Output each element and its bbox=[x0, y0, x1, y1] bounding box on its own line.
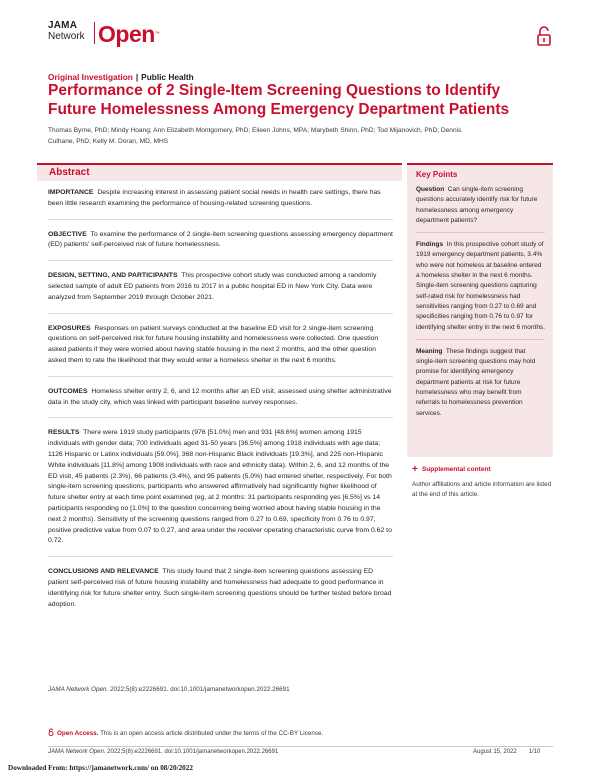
key-point-meaning bbox=[416, 347, 545, 425]
section-label: EXPOSURES bbox=[48, 324, 91, 332]
author-affiliations-note: Author affiliations and article information are listed at the end of this article. bbox=[412, 481, 552, 498]
open-access-icon bbox=[48, 728, 54, 736]
citation-line bbox=[48, 686, 290, 693]
abstract-heading-bar bbox=[37, 163, 402, 181]
logo-open-word: Open bbox=[98, 21, 155, 47]
citation-journal: JAMA Network Open. bbox=[48, 686, 109, 693]
abstract-exposures bbox=[48, 324, 393, 377]
abstract-design bbox=[48, 271, 393, 313]
key-point-text: These findings suggest that single-item screening questions may hold promise for identifying emergency department patients at risk for future homelessness who may benefit from referrals to homelessness prevention services. bbox=[416, 347, 536, 417]
section-text: To examine the performance of 2 single-item screening questions assessing emergency department (ED) patients' self-perceived risk of future homelessness. bbox=[48, 230, 393, 249]
key-point-text: In this prospective cohort study of 1919 emergency department patients, 3.4% who were not homeless at baseline entered a homeless shelter in the next 6 months. Single-item screening questions capturing self-rated risk for homelessness had sensitivities ranging from 0.27 to 0.69 and specificities ranging from 0.76 to 0.97 for identifying shelter entry in the next 6 months. bbox=[416, 241, 545, 331]
abstract-heading: Abstract bbox=[49, 167, 90, 178]
download-stamp: Downloaded From: https://jamanetwork.com/ on 08/20/2022 bbox=[8, 764, 193, 772]
logo-open-text bbox=[98, 22, 159, 46]
author-list: Thomas Byrne, PhD; Mindy Hoang; Ann Elizabeth Montgomery, PhD; Eileen Johns, MPA; Marybeth Shinn, PhD; Tod Mijanovich, PhD; Dennis Culhane, PhD; Kelly M. Doran, MD, MHS bbox=[48, 127, 462, 145]
logo-trademark: ™ bbox=[154, 31, 160, 37]
citation-ref[interactable]: 2022;5(8):e2226691. doi:10.1001/jamanetworkopen.2022.26691 bbox=[110, 686, 290, 693]
section-text: Homeless shelter entry 2, 6, and 12 months after an ED visit, assessed using shelter administrative data in the study city, which was linked with participant baseline survey responses. bbox=[48, 387, 392, 406]
section-label: CONCLUSIONS AND RELEVANCE bbox=[48, 568, 159, 576]
open-access-notice bbox=[48, 728, 323, 737]
abstract-objective bbox=[48, 230, 393, 262]
abstract-outcomes bbox=[48, 387, 393, 419]
key-point-label: Meaning bbox=[416, 347, 443, 355]
article-type: Original Investigation bbox=[48, 72, 133, 82]
footer-journal: JAMA Network Open. bbox=[48, 749, 106, 755]
key-points-heading: Key Points bbox=[416, 170, 458, 179]
footer-divider bbox=[48, 746, 553, 747]
section-label: RESULTS bbox=[48, 429, 80, 437]
footer-citation bbox=[48, 749, 278, 755]
section-label: OBJECTIVE bbox=[48, 230, 87, 238]
logo-divider bbox=[94, 22, 95, 44]
section-label: IMPORTANCE bbox=[48, 189, 94, 196]
plus-icon: + bbox=[412, 464, 418, 475]
abstract-conclusions bbox=[48, 567, 393, 619]
logo-network-text: Network bbox=[48, 31, 85, 42]
logo-jama-text: JAMA bbox=[48, 20, 78, 31]
footer-page-number: 1/10 bbox=[528, 749, 541, 755]
supplemental-content-link[interactable] bbox=[412, 464, 491, 475]
key-point-label: Question bbox=[416, 186, 445, 193]
abstract-results bbox=[48, 428, 393, 557]
abstract-importance bbox=[48, 188, 393, 220]
open-lock-icon bbox=[537, 26, 551, 46]
section-text: This study found that 2 single-item screening questions assessing ED patient self-perceived risk of future housing instability and homelessness had adequate to good performance in identifying risk for future shelter entry. Such single-item screening questions should be further tested before broad adoption. bbox=[48, 568, 392, 608]
key-points-body bbox=[416, 185, 545, 432]
key-point-findings bbox=[416, 240, 545, 340]
footer-date: August 15, 2022 bbox=[473, 749, 517, 755]
key-points-box bbox=[407, 163, 553, 457]
key-point-question bbox=[416, 185, 545, 233]
section-text: Responses on patient surveys conducted at the baseline ED visit for 2 single-item screening questions on self-perceived risk for future housing instability and homelessness were collected. One question asked patients if they were worried about having stable housing in the next 2 months, and the other question asked them to rate the likelihood that they would enter a homeless shelter in the next 6 months. bbox=[48, 324, 379, 364]
section-label: OUTCOMES bbox=[48, 387, 88, 395]
key-point-label: Findings bbox=[416, 241, 444, 249]
article-section: Public Health bbox=[141, 72, 194, 82]
supplemental-label: Supplemental content bbox=[421, 466, 491, 473]
abstract-body bbox=[48, 188, 393, 629]
section-label: DESIGN, SETTING, AND PARTICIPANTS bbox=[48, 272, 178, 280]
footer-meta bbox=[473, 749, 540, 755]
section-text: Despite increasing interest in assessing patient social needs in health care settings, there has been little research examining the performance of housing-related screening questions. bbox=[48, 189, 381, 207]
kicker-separator: | bbox=[135, 72, 139, 82]
open-access-text: This is an open access article distributed under the terms of the CC-BY License. bbox=[100, 730, 324, 737]
open-access-label: Open Access. bbox=[57, 730, 99, 737]
section-text: This prospective cohort study was conducted among a randomly selected sample of adult ED patients from 2016 to 2017 in a public hospital ED in New York City. Data were analyzed from September 2019 through October 2021. bbox=[48, 272, 377, 301]
section-text: There were 1919 study participants (976 [51.0%] men and 931 [48.6%] women among 1915 individuals with gender data; 700 individuals aged 31-50 years [36.5%] among 1918 individuals with age data; 1126 Hispanic or Latinx individuals [59.0%], 368 non-Hispanic Black individuals [19.3%], and 225 non-Hispanic White individuals [11.8%] among 1908 individuals with race and ethnicity data). Within 2, 6, and 12 months of the ED visit, 45 patients (2.3%), 66 patients (3.4%), and 95 patients (5.0%) had entered shelter, respectively. For both single-item screening questions, participants who answered affirmatively had significantly higher likelihood of future shelter entry at each time point examined (eg, at 2 months: 31 participants responding yes [6.5%] vs 14 participants responding no [1.0%] to the question concerning being worried about having stable housing in the next 2 months). Sensitivity of the screening questions ranged from 0.27 to 0.69, specificity from 0.76 to 0.97, positive predictive value from 0.07 to 0.27, and area under the receiver operating characteristic curve from 0.62 to 0.72. bbox=[48, 429, 392, 545]
key-point-text: Can single-item screening questions accurately identify risk for future homelessness among emergency department patients? bbox=[416, 186, 538, 224]
footer-ref: 2022;5(8):e2226691. doi:10.1001/jamanetworkopen.2022.26691 bbox=[107, 749, 279, 755]
article-title: Performance of 2 Single-Item Screening Questions to Identify Future Homelessness Among Emergency Department Patients bbox=[48, 82, 510, 118]
